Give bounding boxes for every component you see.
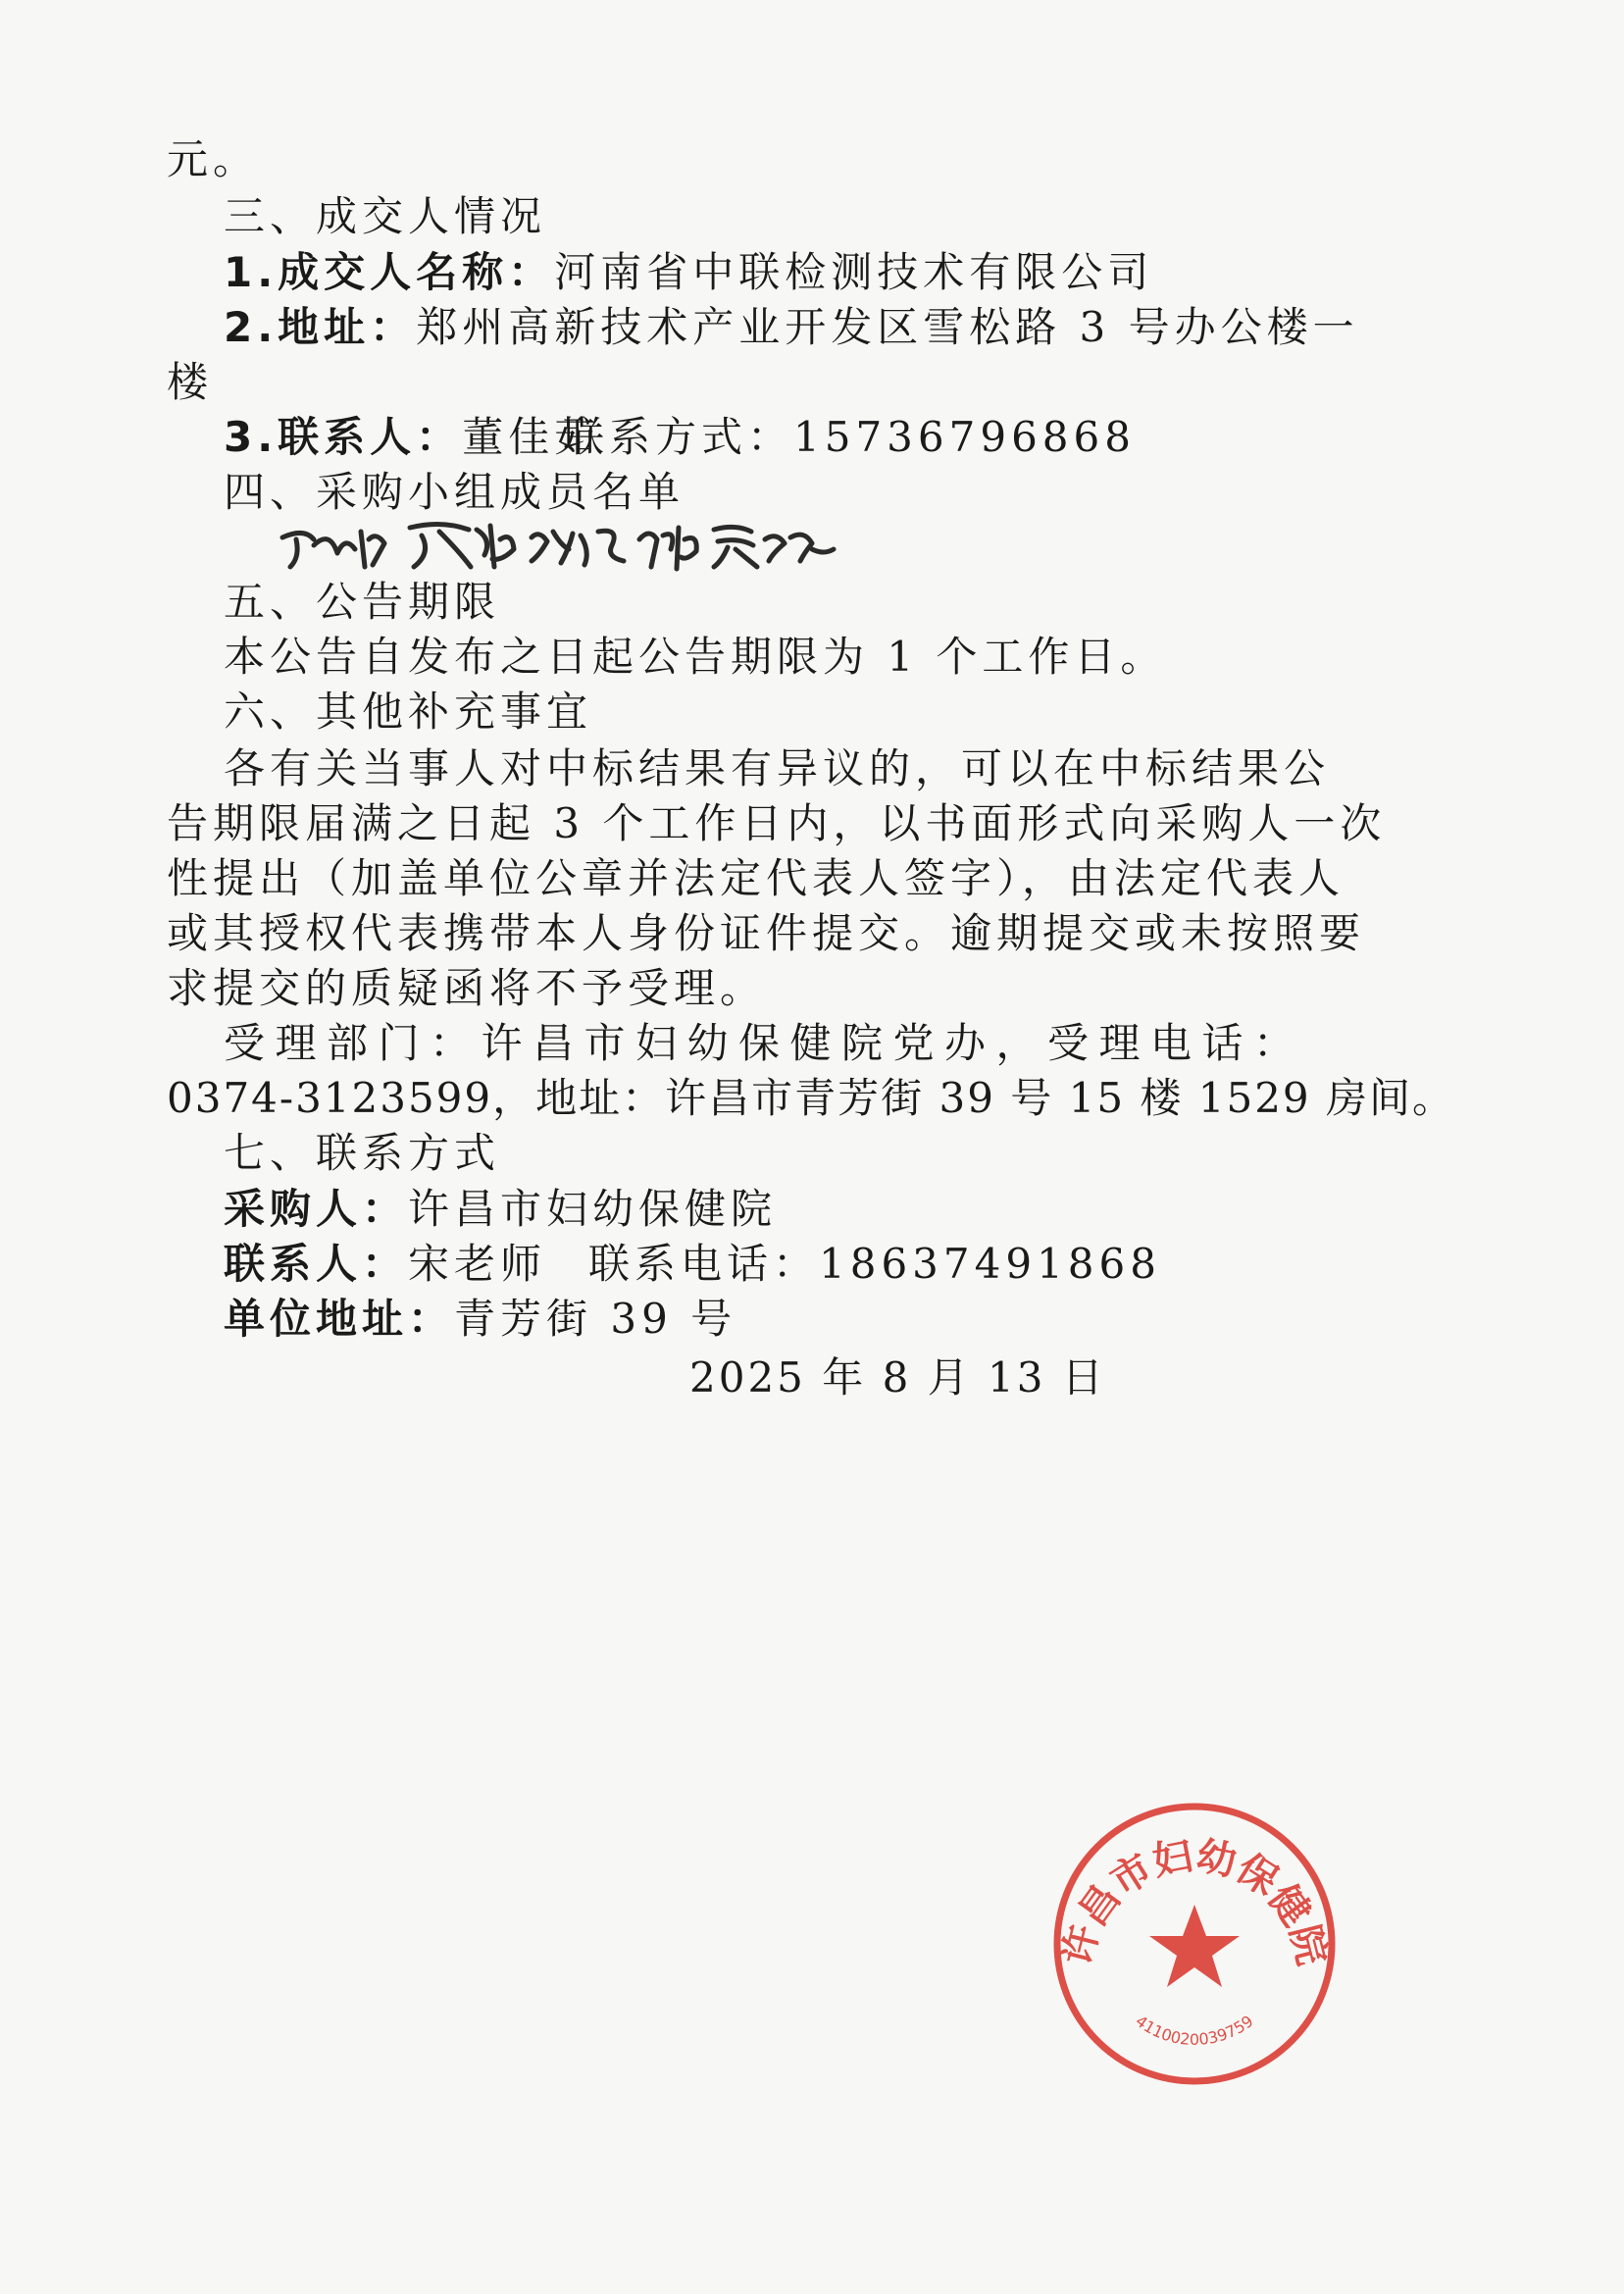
buyer-contact-row (224, 1239, 546, 1290)
text-line: 元。 (167, 135, 260, 183)
winner-address-row (224, 302, 1359, 353)
paragraph-line: 性提出（加盖单位公章并法定代表人签字），由法定代表人 (167, 854, 1345, 902)
paragraph-line: 0374-3123599，地址：许昌市青芳街 39 号 15 楼 1529 房间。 (167, 1074, 1456, 1122)
field-value: 宋老师 (408, 1240, 547, 1288)
signature-stroke (410, 524, 514, 567)
document-date: 2025 年 8 月 13 日 (689, 1353, 1106, 1402)
signature-stroke (639, 528, 696, 569)
field-value: 18637491868 (819, 1240, 1161, 1288)
field-value: 青芳街 39 号 (454, 1295, 737, 1343)
paragraph-line: 或其授权代表携带本人身份证件提交。逾期提交或未按照要 (167, 909, 1366, 957)
buyer-row (224, 1184, 777, 1235)
field-label: 联系电话： (588, 1240, 820, 1288)
text-line: 楼 (167, 358, 214, 406)
paragraph-line: 告期限届满之日起 3 个工作日内，以书面形式向采购人一次 (167, 799, 1387, 847)
winner-contact-row (224, 412, 600, 463)
section-heading: 三、成交人情况 (224, 192, 547, 240)
field-label: 3.联系人： (224, 413, 463, 461)
field-label: 联系方式： (563, 413, 794, 461)
field-value: 董佳茹 (462, 413, 601, 461)
section-heading: 五、公告期限 (224, 578, 501, 626)
buyer-address-row (224, 1294, 736, 1345)
handwritten-signatures (275, 510, 843, 579)
field-label: 联系人： (224, 1240, 409, 1288)
paragraph-line: 求提交的质疑函将不予受理。 (167, 964, 767, 1012)
signature-stroke (282, 532, 384, 567)
buyer-phone-row (588, 1239, 1161, 1290)
paragraph-line: 本公告自发布之日起公告期限为 1 个工作日。 (224, 633, 1167, 681)
section-heading: 六、其他补充事宜 (224, 688, 593, 736)
paragraph-line: 受理部门：许昌市妇幼保健院党办，受理电话： (224, 1019, 1299, 1067)
winner-phone-row (563, 412, 1136, 463)
signature-stroke (532, 531, 624, 565)
section-heading: 四、采购小组成员名单 (224, 468, 685, 516)
section-heading: 七、联系方式 (224, 1129, 501, 1177)
field-label: 2.地址： (224, 303, 417, 351)
paragraph-line: 各有关当事人对中标结果有异议的，可以在中标结果公 (224, 744, 1331, 792)
field-value: 15736796868 (793, 413, 1136, 461)
seal-text: 许昌市妇幼保健院 (1054, 1833, 1335, 1970)
signature-stroke (714, 527, 834, 567)
field-label: 采购人： (224, 1185, 409, 1233)
field-label: 单位地址： (224, 1295, 455, 1343)
seal-star (1149, 1905, 1240, 1987)
winner-name-row (224, 247, 1153, 298)
field-label: 1.成交人名称： (224, 248, 555, 296)
field-value: 河南省中联检测技术有限公司 (554, 248, 1154, 296)
official-seal (1047, 1797, 1342, 2091)
seal-code: 4110020039759 (1132, 2012, 1257, 2049)
field-value: 郑州高新技术产业开发区雪松路 3 号办公楼一 (416, 303, 1359, 351)
field-value: 许昌市妇幼保健院 (408, 1185, 778, 1233)
